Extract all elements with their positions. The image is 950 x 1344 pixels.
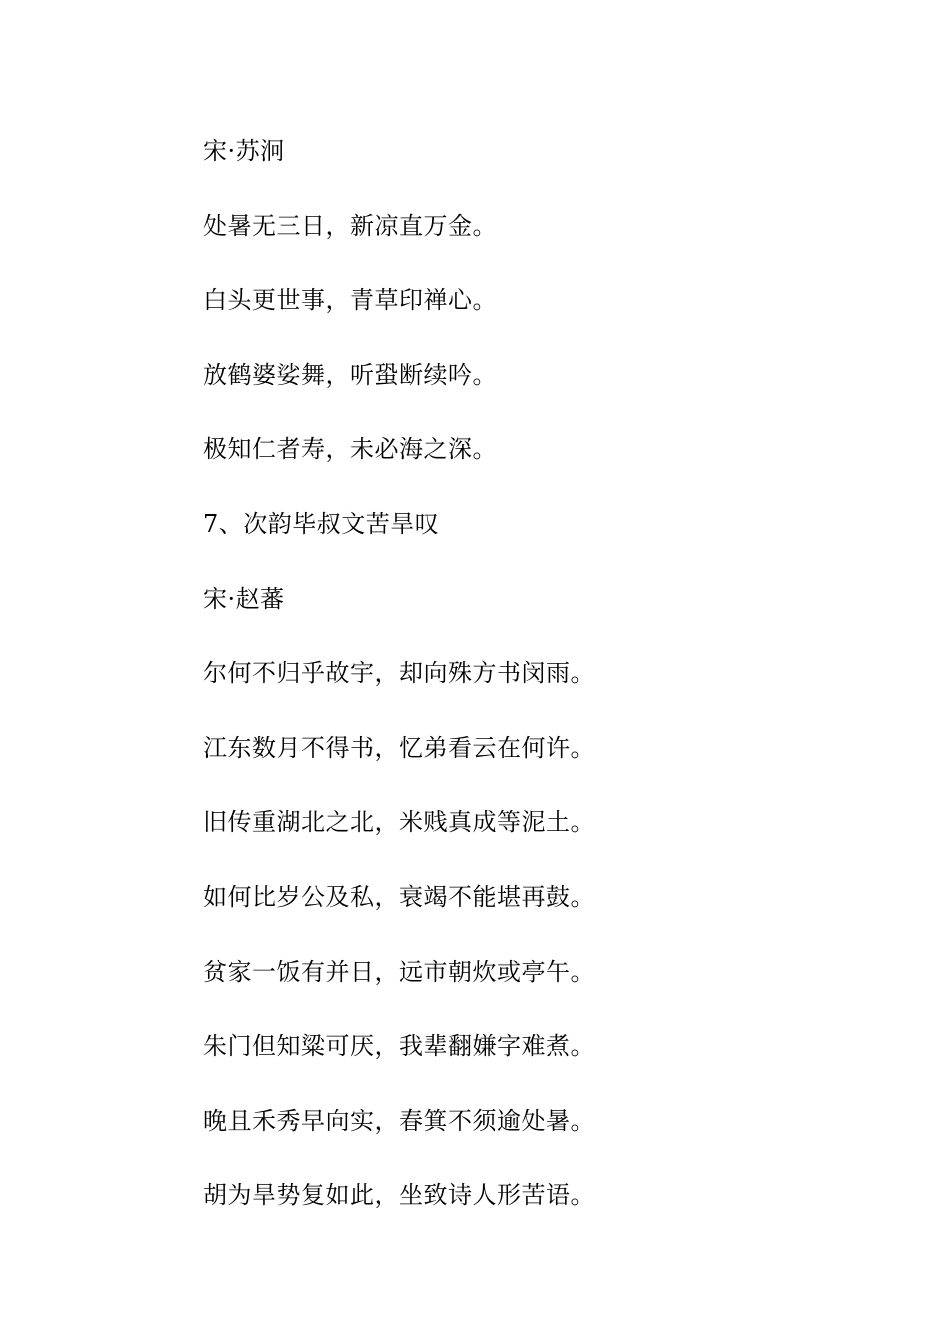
poem-line: 胡为旱势复如此，坐致诗人形苦语。 bbox=[203, 1181, 595, 1210]
poem-line: 贫家一饭有并日，远市朝炊或亭午。 bbox=[203, 957, 595, 986]
poem-line: 江东数月不得书，忆弟看云在何许。 bbox=[203, 733, 595, 762]
author-line: 宋·赵蕃 bbox=[203, 584, 285, 613]
poem-line: 白头更世事，青草印禅心。 bbox=[203, 286, 497, 315]
poem-line: 朱门但知粱可厌，我辈翻嫌字难煮。 bbox=[203, 1032, 595, 1061]
poem-title: 7、次韵毕叔文苦旱叹 bbox=[203, 509, 440, 538]
poem-line: 晚且禾秀早向实，春箕不须逾处暑。 bbox=[203, 1106, 595, 1135]
poem-line: 旧传重湖北之北，米贱真成等泥土。 bbox=[203, 808, 595, 837]
author-line: 宋·苏泂 bbox=[203, 137, 285, 165]
poem-line: 极知仁者寿，未必海之深。 bbox=[203, 435, 497, 464]
poem-line: 放鹤婆娑舞，听蛩断续吟。 bbox=[203, 360, 497, 389]
poem-line: 处暑无三日，新凉直万金。 bbox=[203, 211, 497, 240]
poem-line: 如何比岁公及私，衰竭不能堪再鼓。 bbox=[203, 882, 595, 911]
poem-text bbox=[203, 133, 843, 1252]
poem-line: 尔何不归乎故宇，却向殊方书闵雨。 bbox=[203, 659, 595, 688]
